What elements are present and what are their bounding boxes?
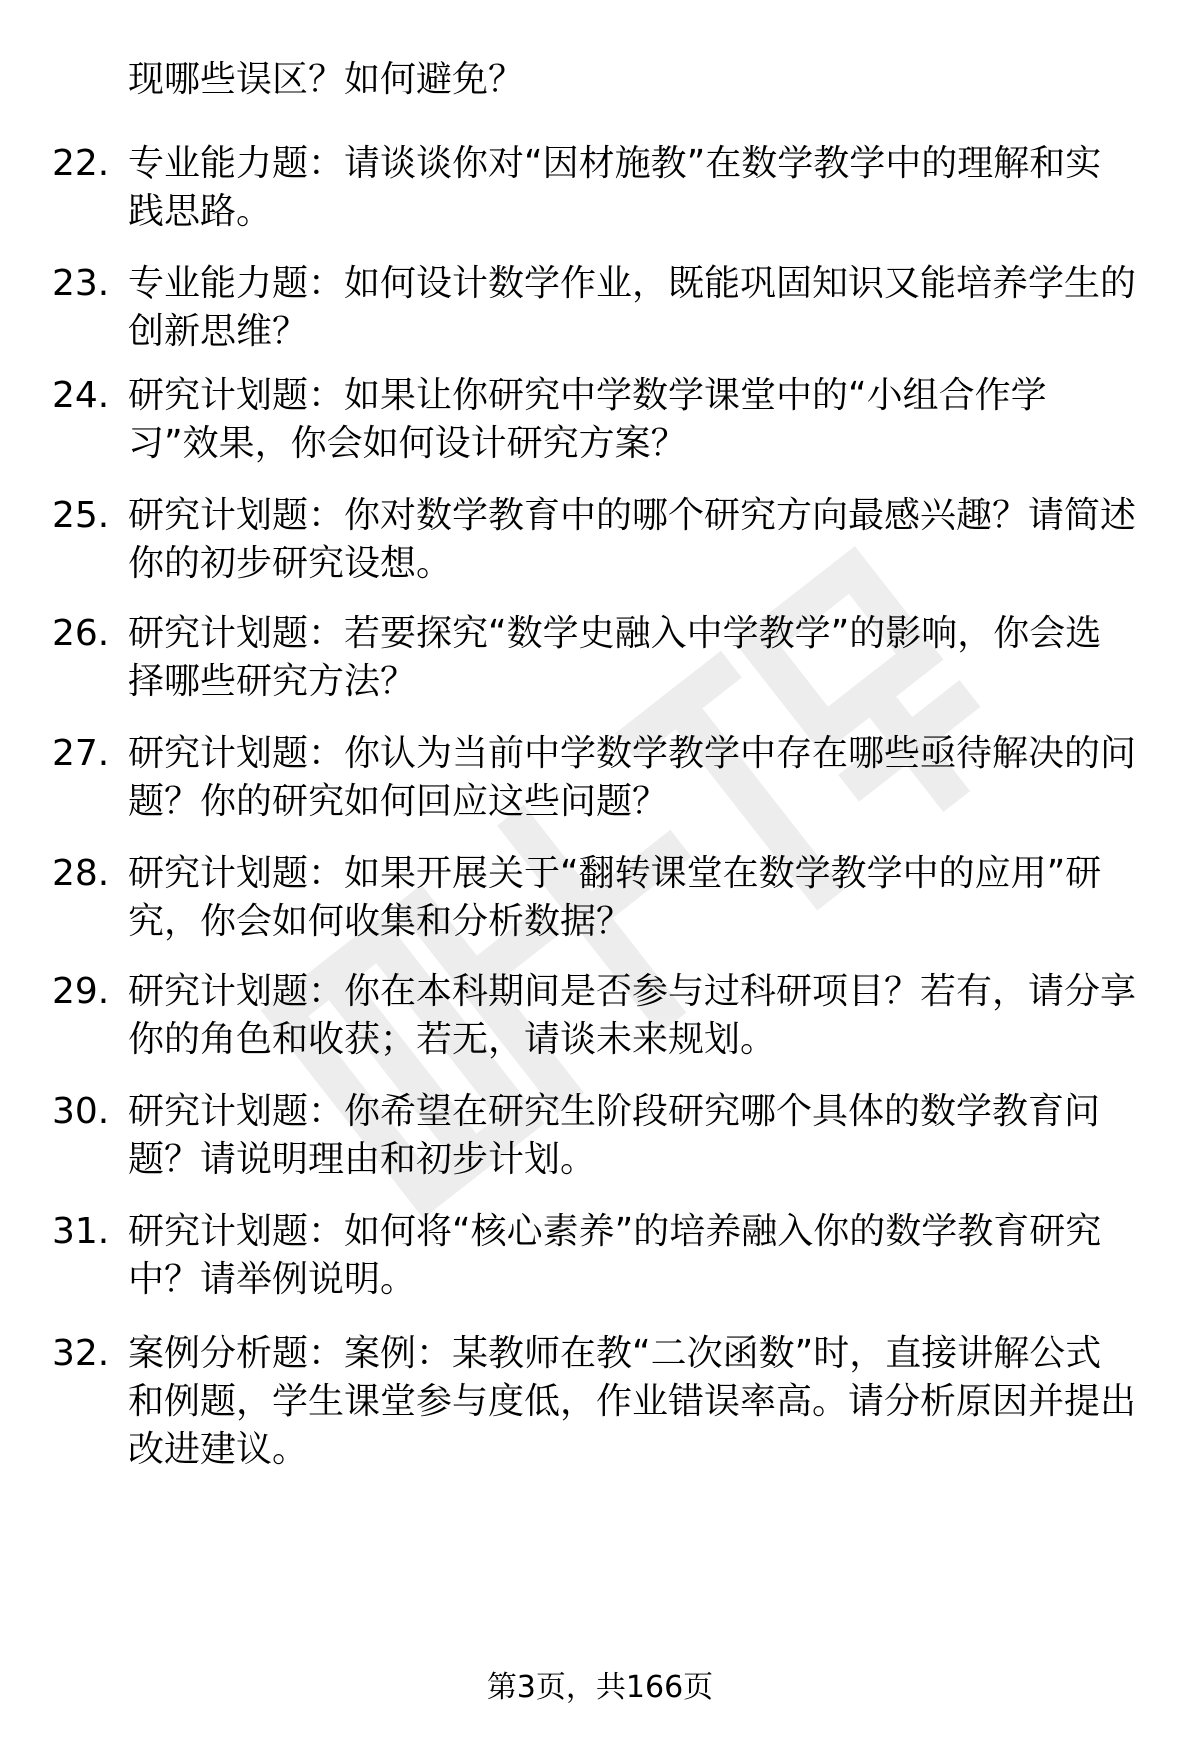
question-text-line: 你的初步研究设想。 xyxy=(128,543,453,584)
question-text xyxy=(128,968,1138,1064)
question-text-line: 研究计划题：若要探究“数学史融入中学教学”的影响，你会选 xyxy=(128,613,1102,654)
question-text-line: 践思路。 xyxy=(128,191,273,232)
question-text-line: 你的角色和收获；若无，请谈未来规划。 xyxy=(128,1019,777,1060)
question-text-line: 案例分析题：案例：某教师在教“二次函数”时，直接讲解公式 xyxy=(128,1333,1102,1374)
question-text xyxy=(128,260,1138,356)
question-number: 22. xyxy=(52,143,110,184)
question-number: 24. xyxy=(52,375,110,416)
question-text-line: 研究计划题：你在本科期间是否参与过科研项目？若有，请分享 xyxy=(128,971,1137,1012)
question-text-line: 和例题，学生课堂参与度低，作业错误率高。请分析原因并提出 xyxy=(128,1381,1137,1422)
question-number: 27. xyxy=(52,733,110,774)
question-text xyxy=(128,1208,1138,1304)
question-text xyxy=(128,492,1138,588)
question-text xyxy=(128,1088,1138,1184)
page-footer: 第3页，共166页 xyxy=(486,1670,714,1705)
question-text-line: 研究计划题：你认为当前中学数学教学中存在哪些亟待解决的问 xyxy=(128,733,1137,774)
question-number: 28. xyxy=(52,853,110,894)
question-number: 25. xyxy=(52,495,110,536)
question-number: 32. xyxy=(52,1333,110,1374)
question-text xyxy=(128,140,1138,236)
question-number: 29. xyxy=(52,971,110,1012)
intro-line: 现哪些误区？如何避免？ xyxy=(128,59,525,100)
question-number: 30. xyxy=(52,1091,110,1132)
question-text-line: 题？请说明理由和初步计划。 xyxy=(128,1139,597,1180)
question-text-line: 创新思维？ xyxy=(128,311,309,352)
question-text-line: 题？你的研究如何回应这些问题？ xyxy=(128,781,669,822)
question-text-line: 专业能力题：请谈谈你对“因材施教”在数学教学中的理解和实 xyxy=(128,143,1102,184)
question-text-line: 研究计划题：你希望在研究生阶段研究哪个具体的数学教育问 xyxy=(128,1091,1101,1132)
question-text xyxy=(128,850,1138,946)
question-text-line: 研究计划题：如果开展关于“翻转课堂在数学教学中的应用”研 xyxy=(128,853,1102,894)
question-text-line: 研究计划题：你对数学教育中的哪个研究方向最感兴趣？请简述 xyxy=(128,495,1137,536)
question-text-line: 改进建议。 xyxy=(128,1429,309,1470)
question-text xyxy=(128,372,1138,468)
question-text-line: 中？请举例说明。 xyxy=(128,1259,417,1300)
question-text xyxy=(128,730,1138,826)
question-number: 23. xyxy=(52,263,110,304)
question-text-line: 习”效果，你会如何设计研究方案？ xyxy=(128,423,687,464)
question-text-line: 专业能力题：如何设计数学作业，既能巩固知识又能培养学生的 xyxy=(128,263,1137,304)
question-text xyxy=(128,1330,1138,1474)
question-text-line: 研究计划题：如果让你研究中学数学课堂中的“小组合作学 xyxy=(128,375,1047,416)
question-number: 26. xyxy=(52,613,110,654)
question-number: 31. xyxy=(52,1211,110,1252)
question-text-line: 究，你会如何收集和分析数据？ xyxy=(128,901,633,942)
question-text-line: 择哪些研究方法？ xyxy=(128,661,417,702)
question-text-line: 研究计划题：如何将“核心素养”的培养融入你的数学教育研究 xyxy=(128,1211,1102,1252)
question-text xyxy=(128,610,1138,706)
